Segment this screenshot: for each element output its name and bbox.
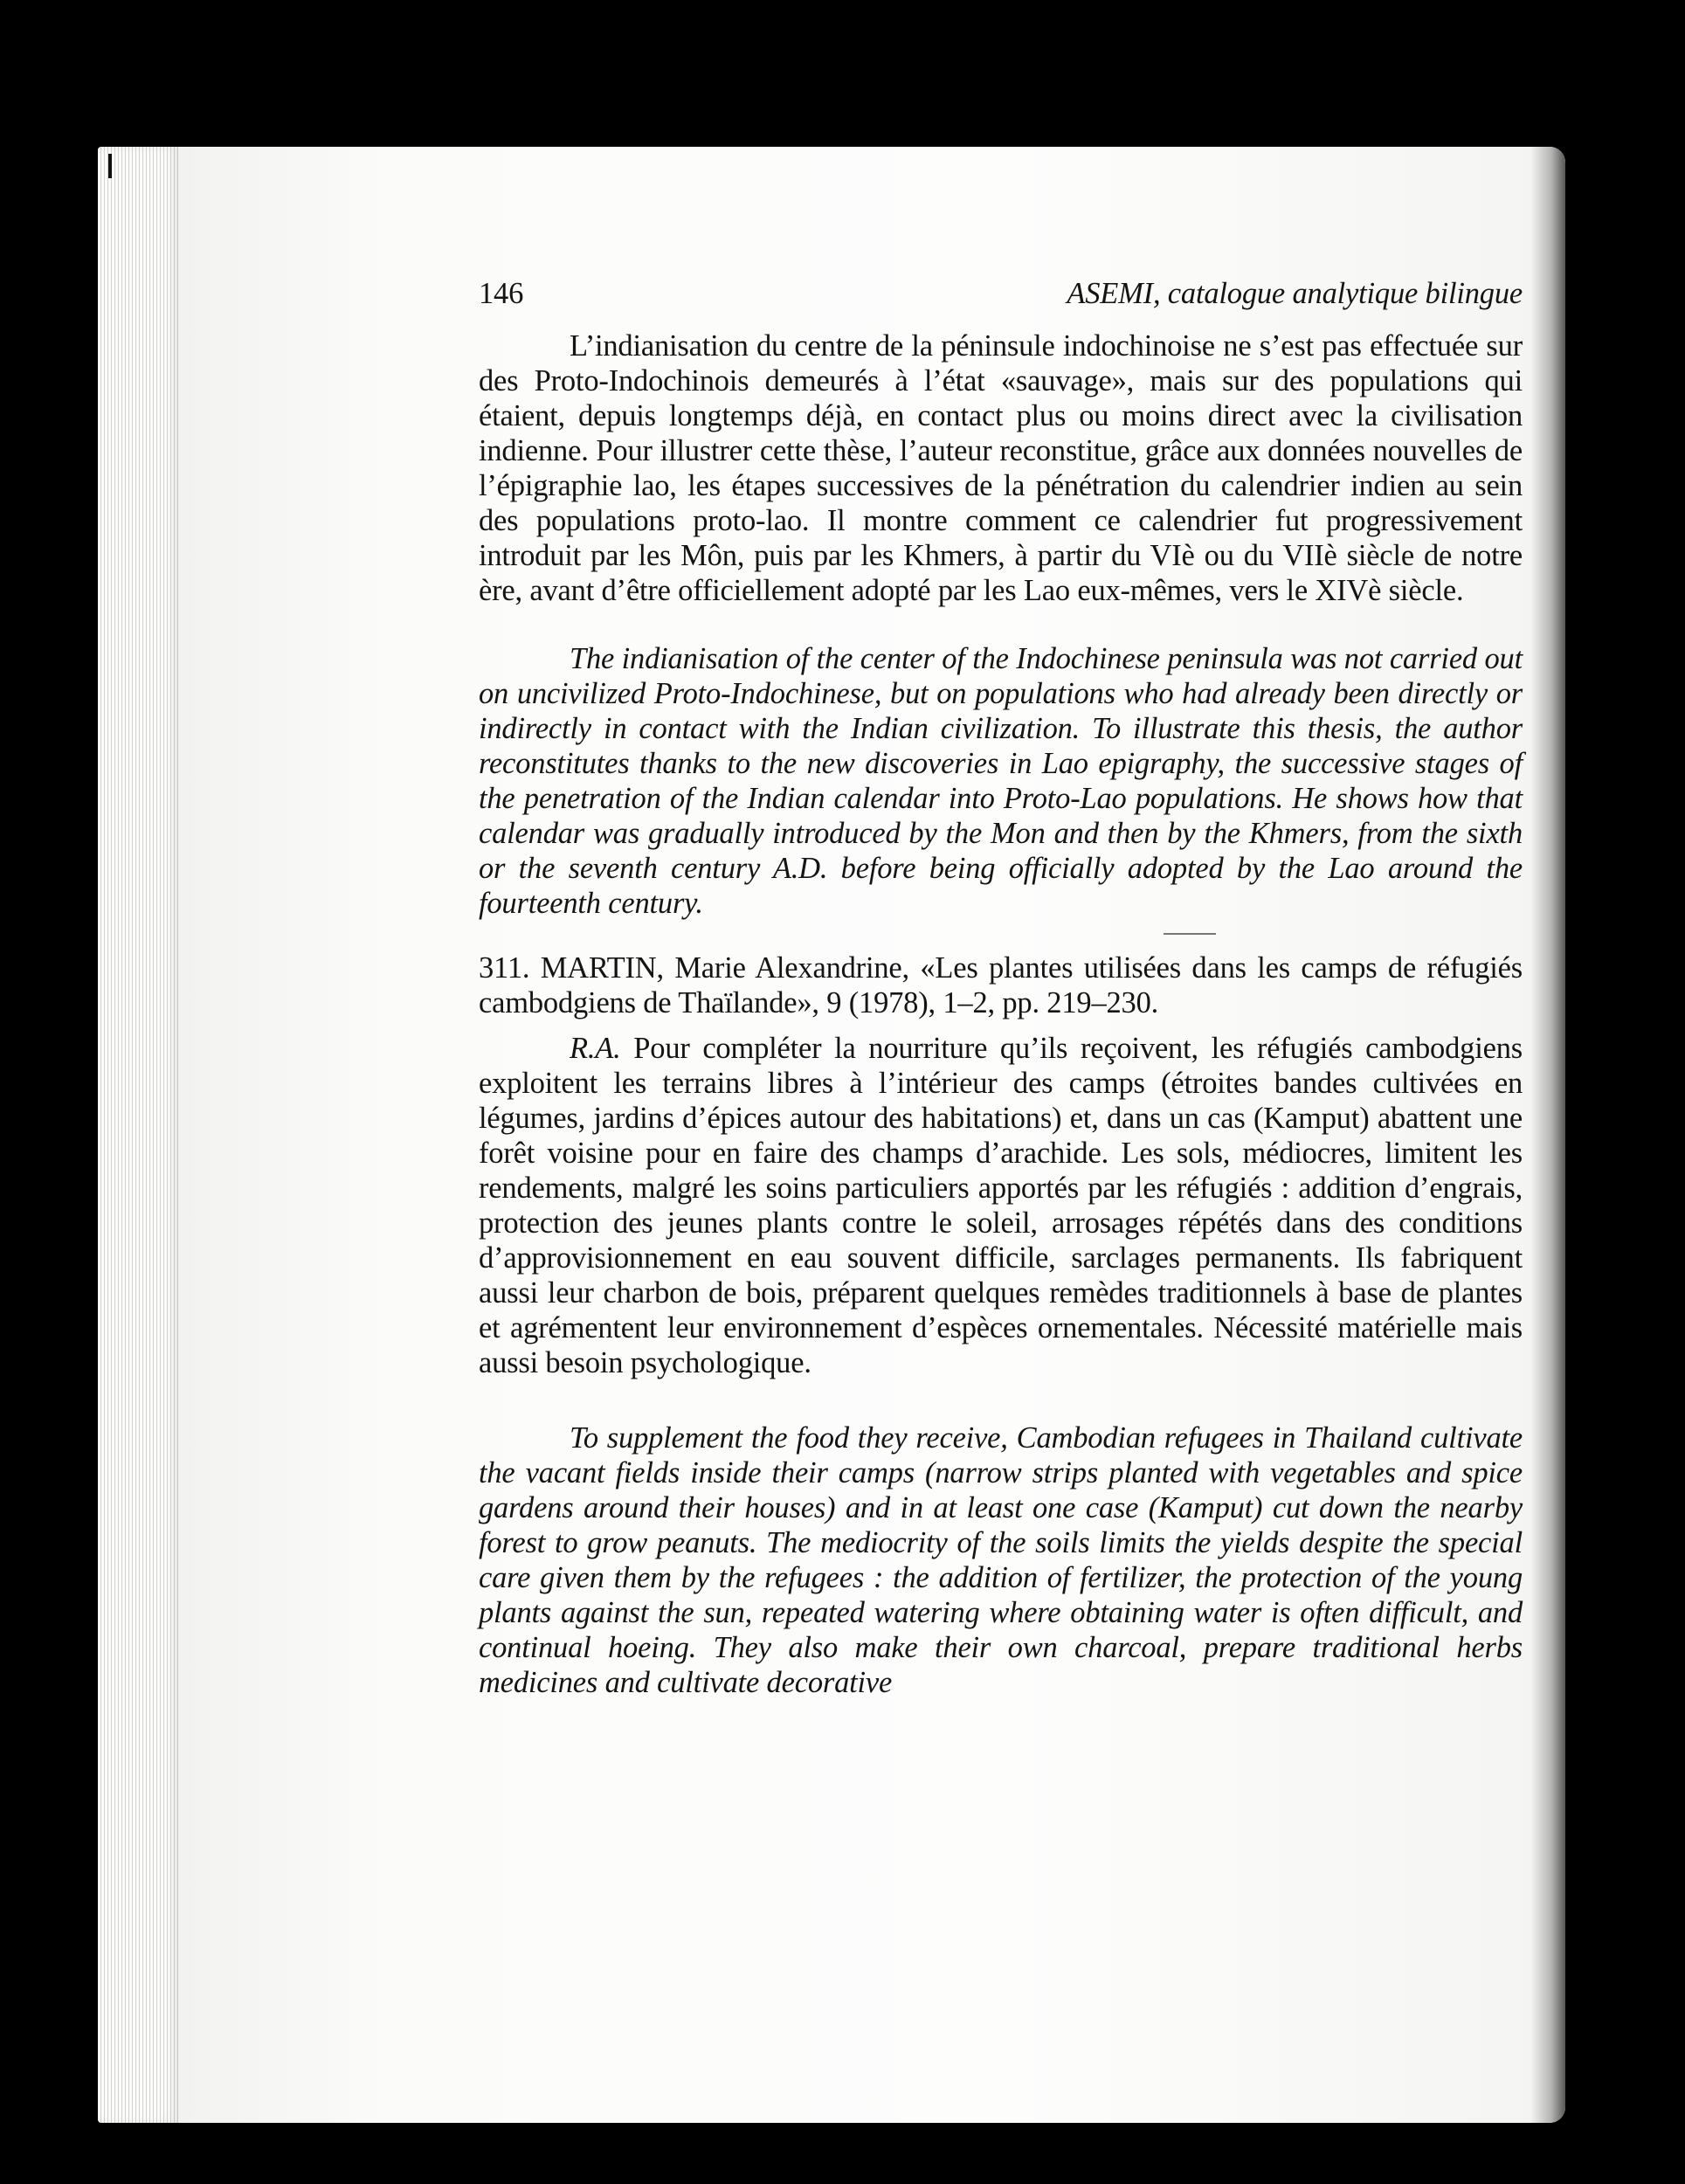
entry-311-citation: 311. MARTIN, Marie Alexandrine, «Les plantes utilisées dans les camps de réfugiés cambodgiens de Thaïlande», 9 (1978), 1–2, pp. 219–230.	[479, 951, 1523, 1019]
paragraph-fr-refugees-text: Pour compléter la nourriture qu’ils reçoivent, les réfugiés cambodgiens exploitent les terrains libres à l’intérieur des camps (étroites bandes cultivées en légumes, jardins d’épices autour des habitations) et, dans un cas (Kamput) abattent une forêt voisine pour en faire des champs d’arachide. Les sols, médiocres, limitent les rendements, malgré les soins particuliers apportés par les réfugiés : addition d’engrais, protection des jeunes plants contre le soleil, arrosages répétés dans des conditions d’approvisionnement en eau souvent difficile, sarclages permanents. Ils fabriquent aussi leur charbon de bois, préparent quelques remèdes traditionnels à base de plantes et agrémentent leur environnement d’espèces ornementales. Nécessité matérielle mais aussi besoin psychologique.	[479, 1032, 1523, 1379]
edge-mark	[108, 154, 112, 178]
page-header	[479, 276, 1523, 328]
paragraph-fr-indianisation: L’indianisation du centre de la péninsule indochinoise ne s’est pas effectuée sur des Proto-Indochinois demeurés à l’état «sauvage», mais sur des populations qui étaient, depuis longtemps déjà, en contact plus ou moins direct avec la civilisation indienne. Pour illustrer cette thèse, l’auteur reconstitue, grâce aux données nouvelles de l’épigraphie lao, les étapes successives de la pénétration du calendrier indien au sein des populations proto-lao. Il montre comment ce calendrier fut progressivement introduit par les Môn, puis par les Khmers, à partir du VIè ou du VIIè siècle de notre ère, avant d’être officiellement adopté par les Lao eux-mêmes, vers le XIVè siècle.	[479, 329, 1523, 607]
section-divider	[1164, 933, 1216, 935]
page-number: 146	[479, 277, 524, 310]
paragraph-en-refugees: To supplement the food they receive, Cambodian refugees in Thailand cultivate the vacant fields inside their camps (narrow strips planted with vegetables and spice gardens around their houses) and in at least one case (Kamput) cut down the nearby forest to grow peanuts. The mediocrity of the soils limits the yields despite the special care given them by the refugees : the addition of fertilizer, the protection of the young plants against the sun, repeated watering where obtaining water is often difficult, and continual hoeing. They also make their own charcoal, prepare traditional herbs medicines and cultivate decorative	[479, 1421, 1523, 1699]
page-content	[479, 276, 1523, 1700]
paragraph-en-indianisation: The indianisation of the center of the Indochinese peninsula was not carried out on uncivilized Proto-Indochinese, but on populations who had already been directly or indirectly in contact with the Indian civilization. To illustrate this thesis, the author reconstitutes thanks to the new discoveries in Lao epigraphy, the successive stages of the penetration of the Indian calendar into Proto-Lao populations. He shows how that calendar was gradually introduced by the Mon and then by the Khmers, from the sixth or the seventh century A.D. before being officially adopted by the Lao around the fourteenth century.	[479, 642, 1523, 920]
running-title: ASEMI, catalogue analytique bilingue	[1067, 277, 1523, 310]
ra-label: R.A.	[570, 1032, 621, 1065]
stacked-page-edges	[98, 147, 178, 2123]
page-gutter-shadow	[1530, 147, 1565, 2123]
paragraph-fr-refugees	[479, 1031, 1523, 1380]
